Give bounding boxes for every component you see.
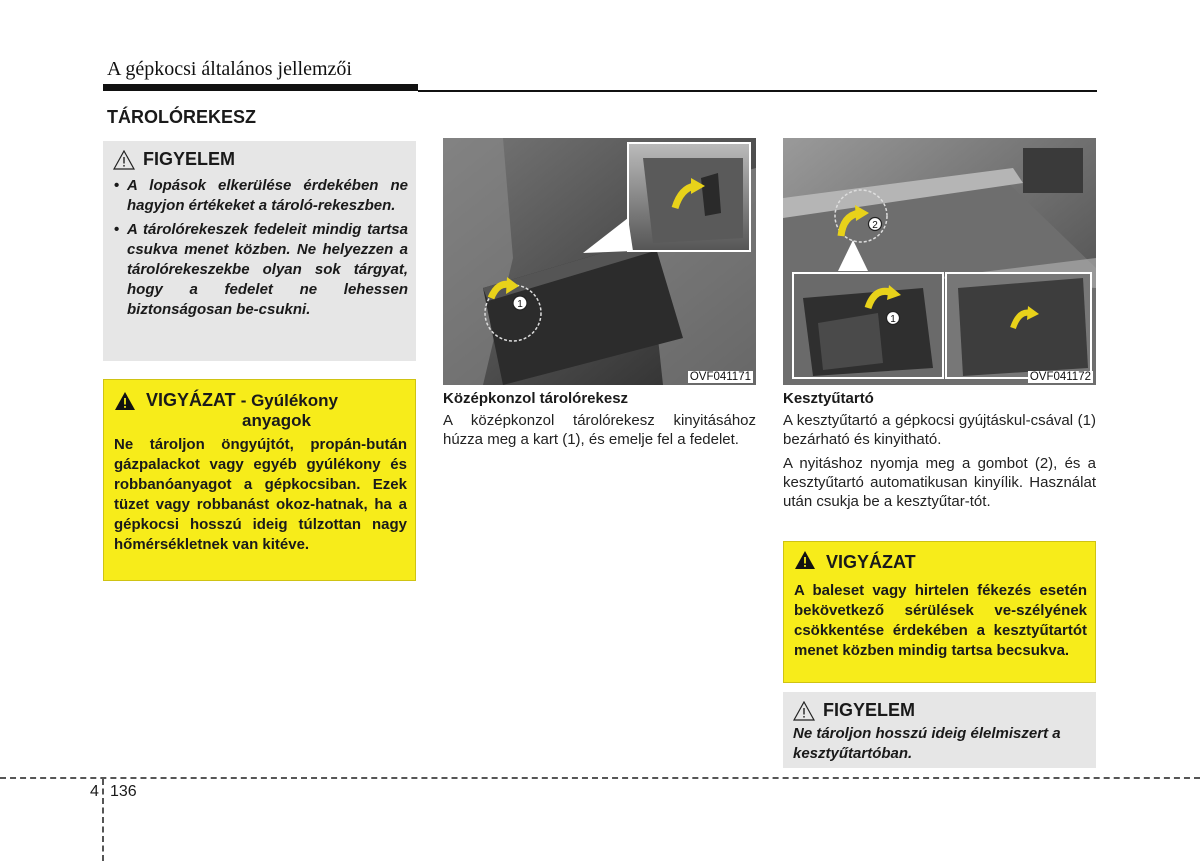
console-illustration <box>443 138 756 385</box>
photo-callout-2: 2 <box>872 220 878 231</box>
caution-body: Ne tároljon öngyújtót, propán-bután gázpalackot vagy egyéb gyúlékony és robbanóanyagot a gépkocsiban. Ezek tüzet vagy robbanást okoz-hatnak, ha a gépkocsi hosszú ideig túlzottan nagy hőmérsékletnek van kitéve. <box>114 436 407 553</box>
page-number: 136 <box>110 783 137 800</box>
header-thin-rule <box>418 90 1097 92</box>
caution-body: A baleset vagy hirtelen fékezés esetén bekövetkező sérülések ve-szélyének csökkentése érdekében a kesztyűtartót menet közben mindig tartsa becsukva. <box>794 582 1087 659</box>
warning-outline-icon <box>793 701 815 721</box>
photo-callout-1b: 1 <box>890 314 896 325</box>
photo-code: OVF041171 <box>689 371 751 383</box>
caution-heading-row <box>114 390 407 431</box>
header-thick-rule <box>103 84 418 91</box>
notice-heading: FIGYELEM <box>143 149 236 169</box>
caution-box-flammable <box>103 379 416 581</box>
warning-filled-icon <box>114 391 136 416</box>
console-photo <box>443 138 756 385</box>
section-title: TÁROLÓREKESZ <box>107 107 257 127</box>
footer-dashed-rule <box>0 777 1200 779</box>
notice-list <box>113 176 408 320</box>
caution-heading-main: VIGYÁZAT <box>146 390 236 410</box>
page-chapter-number: 4 <box>90 783 99 800</box>
glovebox-illustration <box>783 138 1096 385</box>
console-subtitle: Középkonzol tárolórekesz <box>443 390 629 407</box>
photo-code: OVF041172 <box>1029 371 1091 383</box>
glovebox-text-2: A nyitáshoz nyomja meg a gombot (2), és a kesztyűtartó automatikusan kinyílik. Használat után csukja be a kesztyűtar-tót. <box>783 455 1096 510</box>
caution-heading-row <box>794 550 1087 575</box>
caution-heading-sub2: anyagok <box>242 411 311 430</box>
glovebox-subtitle: Kesztyűtartó <box>783 390 874 407</box>
notice-body: Ne tároljon hosszú ideig élelmiszert a kesztyűtartóban. <box>793 725 1061 762</box>
caution-box-glovebox <box>783 541 1096 683</box>
notice-heading-row <box>793 700 1088 721</box>
notice-box-food <box>783 692 1096 768</box>
chapter-header-title: A gépkocsi általános jellemzői <box>107 58 352 80</box>
notice-item: • A lopások elkerülése érdekében ne hagyjon értékeket a tároló-rekeszben. <box>127 176 408 216</box>
photo-callout-1: 1 <box>517 299 523 310</box>
warning-outline-icon <box>113 150 135 170</box>
notice-heading-row <box>113 149 408 170</box>
footer-dashed-divider <box>102 779 104 861</box>
glovebox-photo <box>783 138 1096 385</box>
notice-heading: FIGYELEM <box>823 700 916 720</box>
caution-heading: VIGYÁZAT <box>826 552 916 572</box>
warning-filled-icon <box>794 550 816 575</box>
notice-box <box>103 141 416 361</box>
console-text: A középkonzol tárolórekesz kinyitásához húzza meg a kart (1), és emelje fel a fedelet. <box>443 412 756 448</box>
notice-item: • A tárolórekeszek fedeleit mindig tartsa csukva menet közben. Ne helyezzen a tárolórekeszekbe olyan sok tárgyat, hogy a fedelet ne lehessen biztonságosan be-csukni. <box>127 220 408 320</box>
caution-heading-sub: - Gyúlékony <box>240 391 338 410</box>
glovebox-text-1: A kesztyűtartó a gépkocsi gyújtáskul-csával (1) bezárható és kinyitható. <box>783 412 1096 448</box>
